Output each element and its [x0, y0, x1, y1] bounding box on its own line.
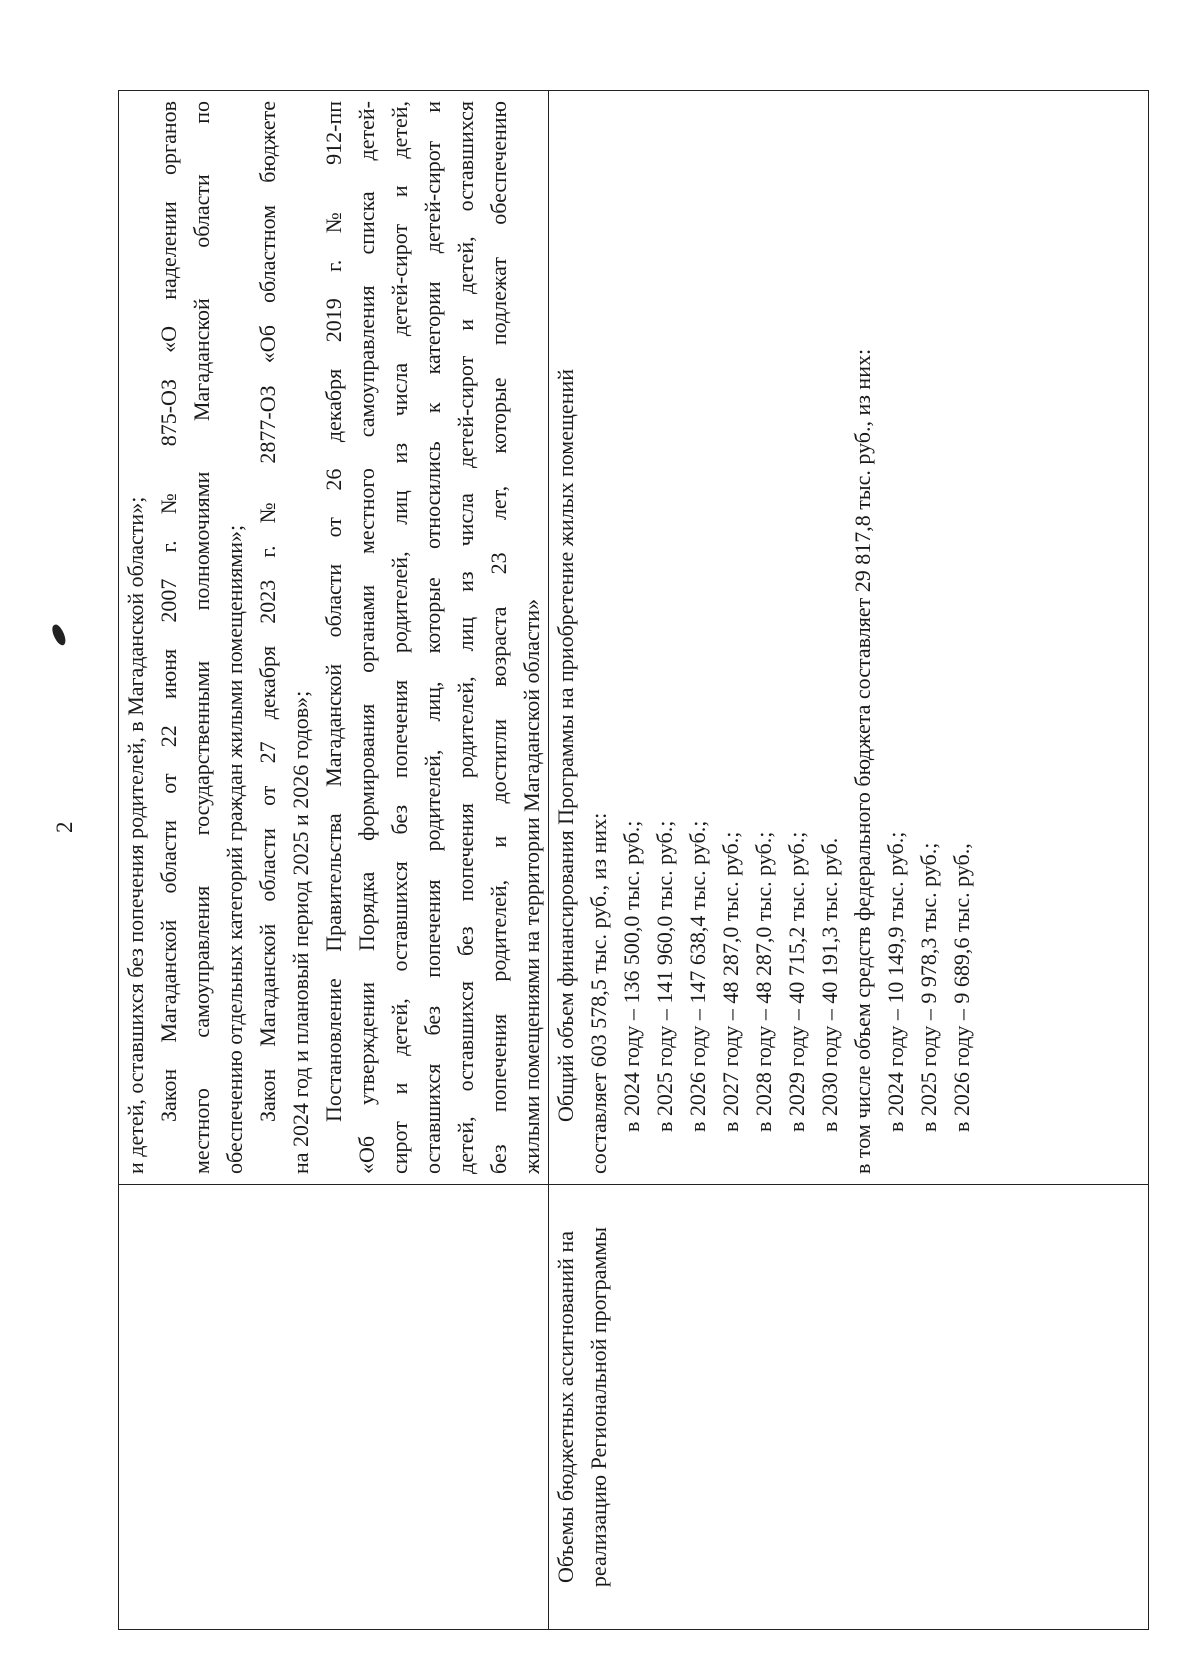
year-amount: в 2027 году – 48 287,0 тыс. руб.; [718, 831, 743, 1132]
table-row [119, 91, 549, 1630]
text-line: Закон Магаданской области от 27 декабря 2023 г. № 2877-ОЗ «Об областном бюджете [255, 101, 280, 1122]
text-line: оставшихся без попечения родителей, лиц, которые относились к категории детей-сирот и [420, 101, 445, 1174]
ink-mark [49, 623, 68, 647]
page-number: 2 [52, 821, 77, 833]
program-passport-table [118, 90, 1149, 1630]
year-amount: в 2030 году – 40 191,3 тыс. руб. [817, 837, 842, 1132]
text-line: без попечения родителей, и достигли возраста 23 лет, которые подлежат обеспечению [486, 101, 511, 1174]
budget-label-cell: Объемы бюджетных ассигнований на реализацию Региональной программы [549, 1185, 1149, 1630]
year-amount: в 2025 году – 141 960,0 тыс. руб.; [652, 820, 677, 1132]
text-line: составляет 603 578,5 тыс. руб., из них: [586, 812, 611, 1174]
table-row [549, 91, 1149, 1630]
federal-year-amount: в 2025 году – 9 978,3 тыс. руб.; [916, 842, 941, 1132]
text-line: детей, оставшихся без попечения родителей, лиц из числа детей-сирот и детей, оставшихся [453, 101, 478, 1174]
row-label-cell [119, 1185, 549, 1630]
federal-budget-line: в том числе объем средств федерального бюджета составляет 29 817,8 тыс. руб., из них: [850, 348, 875, 1174]
text-line: «Об утверждении Порядка формирования органами местного самоуправления списка детей- [354, 101, 379, 1174]
text-line: Закон Магаданской области от 22 июня 2007 г. № 875-ОЗ «О наделении органов [156, 101, 181, 1122]
text-line: сирот и детей, оставшихся без попечения родителей, лиц из числа детей-сирот и детей, [387, 101, 412, 1174]
federal-year-amount: в 2026 году – 9 689,6 тыс. руб., [949, 843, 974, 1132]
text-line: местного самоуправления государственными полномочиями Магаданской области по [189, 101, 214, 1174]
federal-year-amount: в 2024 году – 10 149,9 тыс. руб.; [883, 831, 908, 1132]
year-amount: в 2024 году – 136 500,0 тыс. руб.; [619, 820, 644, 1132]
year-amount: в 2029 году – 40 715,2 тыс. руб.; [784, 831, 809, 1132]
text-line: Постановление Правительства Магаданской области от 26 декабря 2019 г. № 912-пп [321, 101, 346, 1122]
text-line: обеспечению отдельных категорий граждан жилыми помещениями»; [222, 524, 247, 1174]
year-amount: в 2026 году – 147 638,4 тыс. руб.; [685, 820, 710, 1132]
text-line: на 2024 год и плановый период 2025 и 2026 годов»; [288, 690, 313, 1174]
year-amount: в 2028 году – 48 287,0 тыс. руб.; [751, 831, 776, 1132]
legal-basis-cell [119, 91, 549, 1185]
text-line: жилыми помещениями на территории Магаданской области» [519, 598, 544, 1174]
text-line: Общий объем финансирования Программы на приобретение жилых помещений [553, 368, 578, 1122]
budget-content-cell [549, 91, 1149, 1185]
text-line: и детей, оставшихся без попечения родителей, в Магаданской области»; [123, 496, 148, 1174]
